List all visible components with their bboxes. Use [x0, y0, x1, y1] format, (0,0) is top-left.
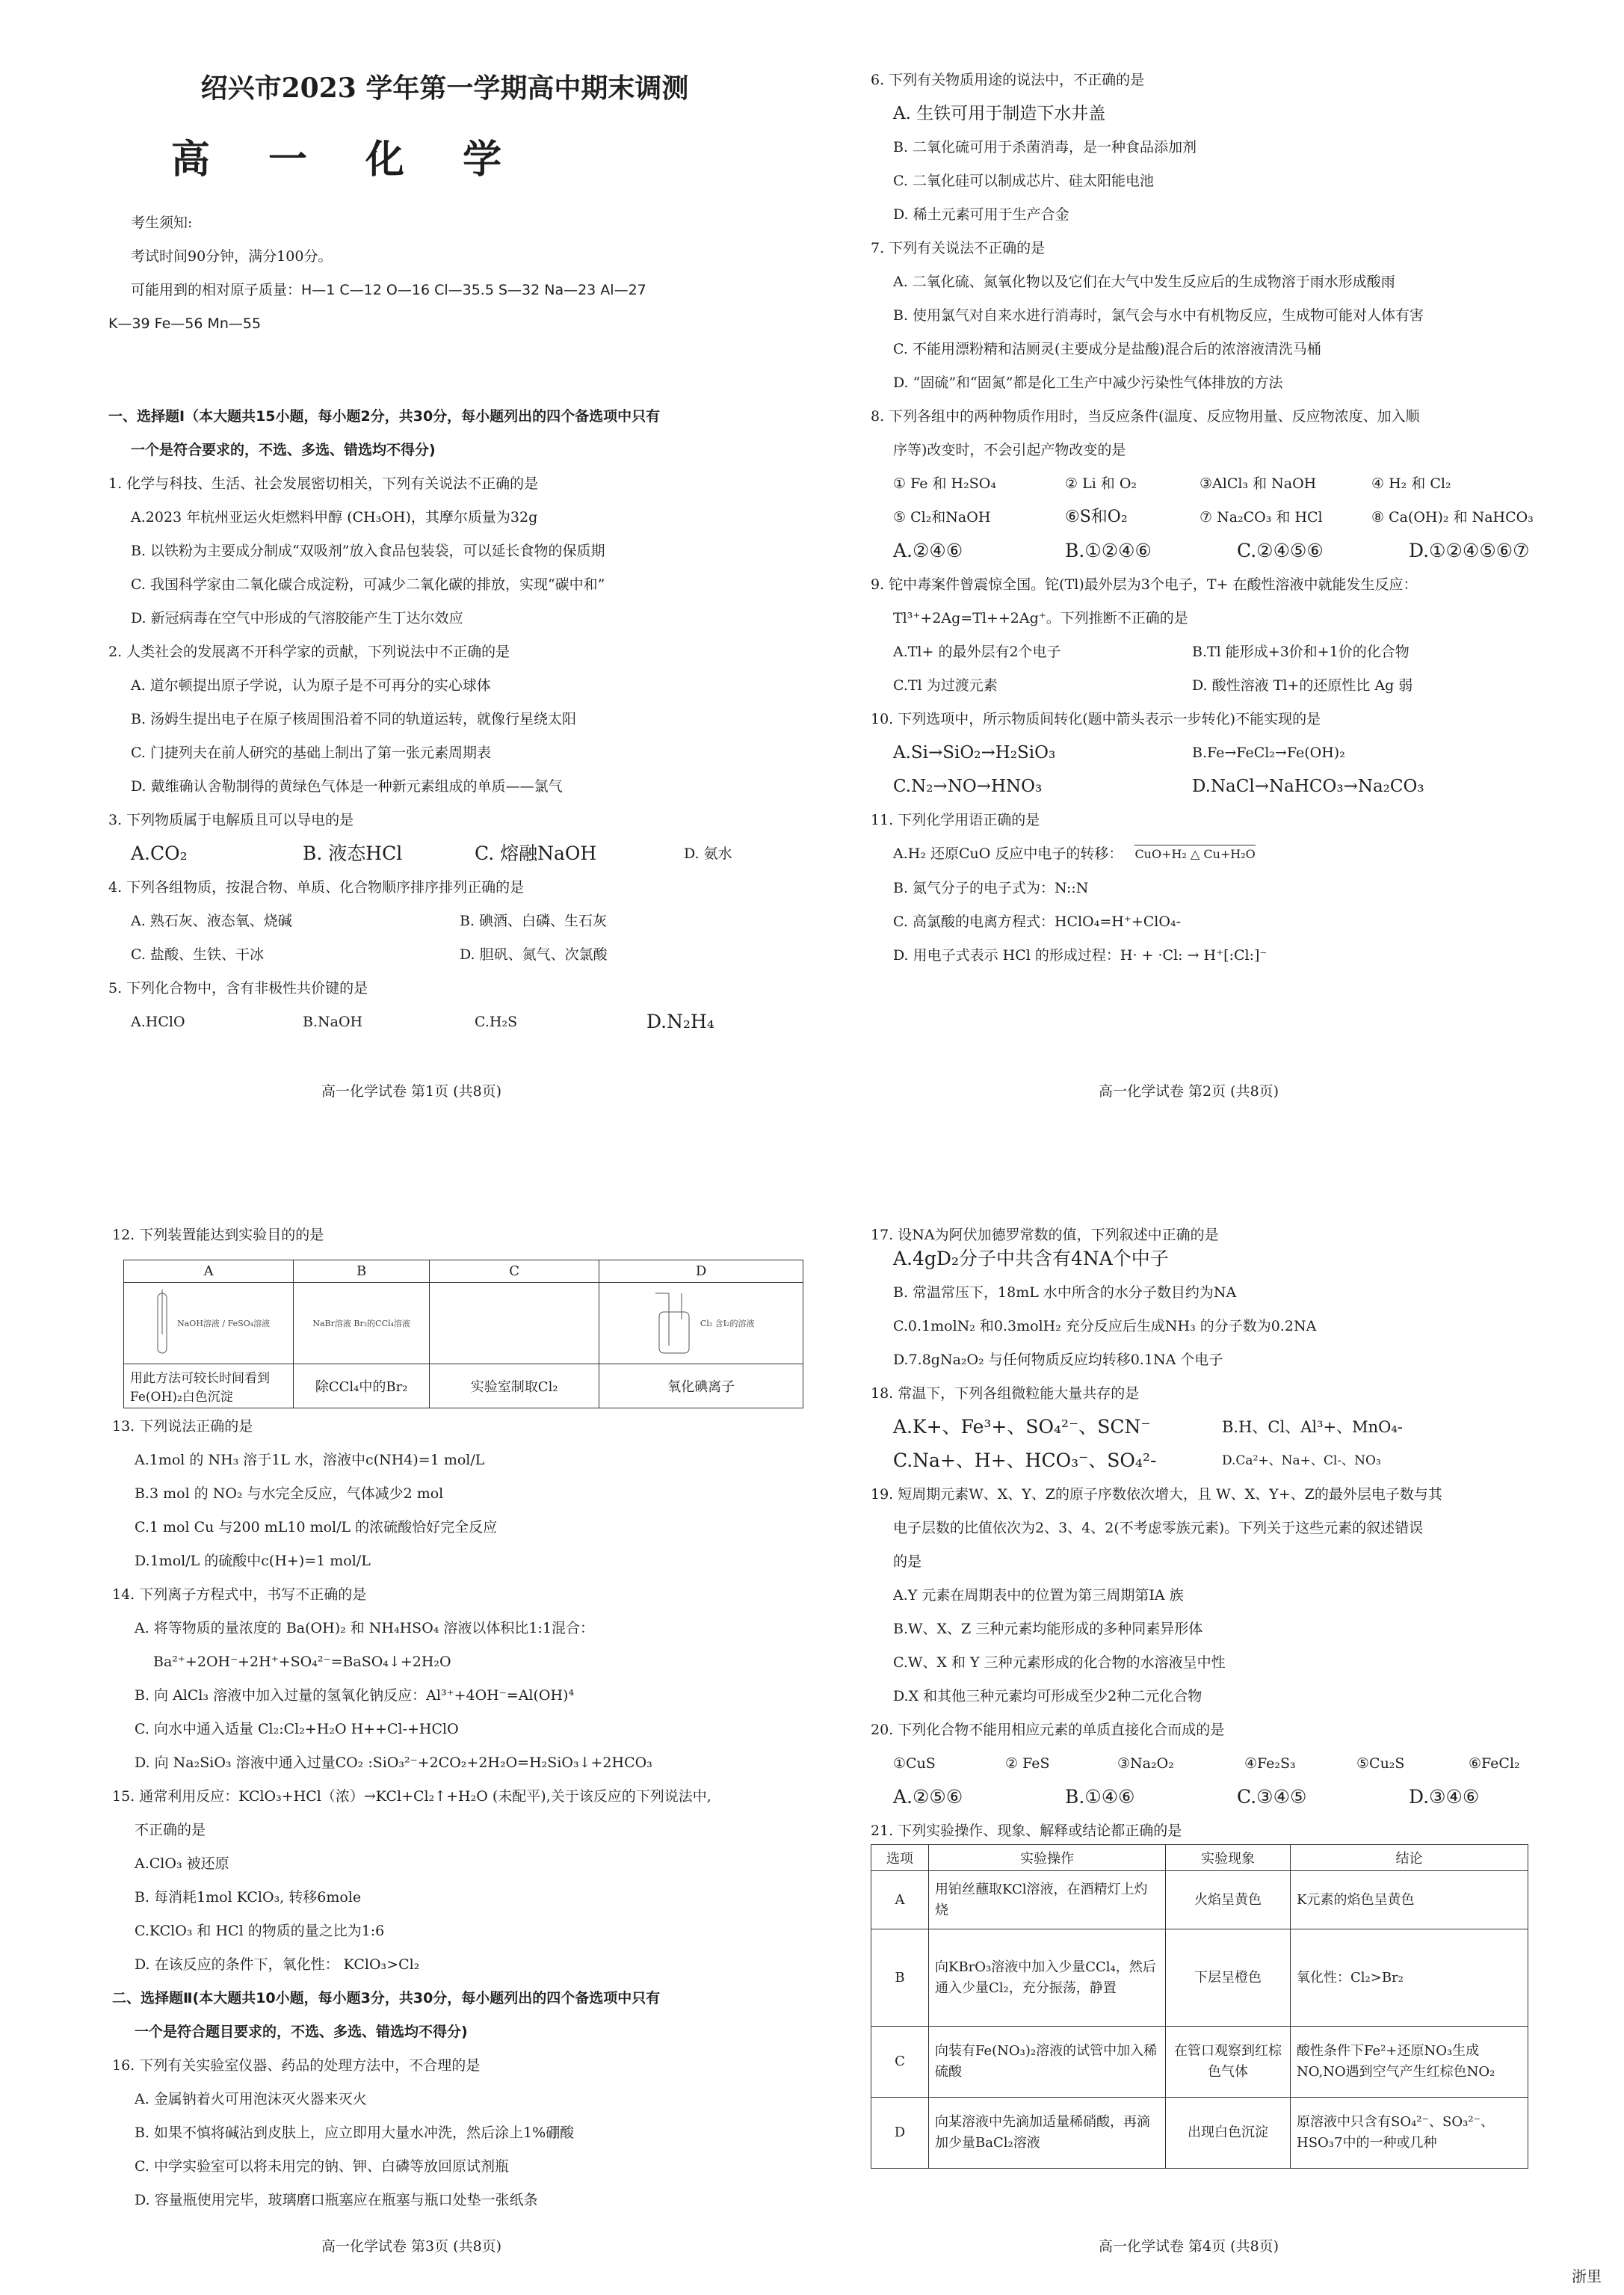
q12-text-row [124, 1364, 803, 1408]
q14-option-a-equation: Ba²⁺+2OH⁻+2H⁺+SO₄²⁻=BaSO₄↓+2H₂O [153, 1654, 451, 1670]
subject-title: 高 一 化 学 [170, 137, 525, 182]
q21-row-a-conclusion: K元素的焰色呈黄色 [1291, 1871, 1528, 1929]
q21-row-c-option: C [871, 2027, 929, 2098]
q9-options-ab [871, 643, 1618, 661]
question-18: 18. 常温下，下列各组微粒能大量共存的是 [871, 1385, 1140, 1402]
q1-option-b: B. 以铁粉为主要成分制成“双吸剂”放入食品包装袋，可以延长食物的保质期 [131, 543, 605, 559]
q8-pair-1: ① Fe 和 H₂SO₄ [893, 475, 996, 492]
q12-header-d: D [599, 1260, 803, 1283]
q16-option-a: A. 金属钠着火可用泡沫灭火器来灭火 [135, 2091, 367, 2107]
q11-option-c: C. 高氯酸的电离方程式：HClO₄=H⁺+ClO₄- [893, 914, 1181, 930]
corner-watermark: 浙里 [1572, 2267, 1602, 2285]
q21-row-d-conclusion: 原溶液中只含有SO₄²⁻、SO₃²⁻、HSO₃7中的一种或几种 [1291, 2098, 1528, 2169]
q9-option-a: A.Tl+ 的最外层有2个电子 [893, 644, 1061, 660]
q8-pair-6: ⑥S和O₂ [1065, 508, 1128, 526]
q12-figure-row [124, 1283, 803, 1364]
question-21: 21. 下列实验操作、现象、解释或结论都正确的是 [871, 1823, 1182, 1839]
q15-option-a: A.ClO₃ 被还原 [135, 1855, 229, 1872]
exam-title: 绍兴市2023 学年第一学期高中期末调测 [200, 73, 689, 104]
q10-options-cd [871, 777, 1618, 795]
table-row [871, 1871, 1528, 1929]
q21-table [871, 1844, 1528, 2169]
q16-option-c: C. 中学实验室可以将未用完的钠、钾、白磷等放回原试剂瓶 [135, 2158, 509, 2175]
q3-option-a: A.CO₂ [131, 842, 188, 864]
q20-compounds [871, 1755, 1618, 1772]
question-2: 2. 人类社会的发展离不开科学家的贡献，下列说法中不正确的是 [108, 644, 510, 660]
q17-option-c: C.0.1molN₂ 和0.3molH₂ 充分反应后生成NH₃ 的分子数为0.2NA [893, 1318, 1317, 1334]
q17-option-b: B. 常温常压下，18mL 水中所含的水分子数目约为NA [893, 1284, 1237, 1301]
q20-compound-5: ⑤Cu₂S [1356, 1755, 1405, 1772]
notice-title: 考生须知: [131, 215, 193, 231]
q21-header-phenomenon: 实验现象 [1166, 1845, 1291, 1871]
q11-electron-transfer-equation: CuO+H₂ △ Cu+H₂O [1134, 845, 1255, 861]
q5-options [108, 1013, 856, 1031]
q12-header-c: C [430, 1260, 599, 1283]
question-19: 19. 短周期元素W、X、Y、Z的原子序数依次增大，且 W、X、Y+、Z的最外层电子数与其 [871, 1486, 1442, 1503]
q21-row-b-conclusion: 氧化性：Cl₂>Br₂ [1291, 1929, 1528, 2027]
q13-option-d: D.1mol/L 的硫酸中c(H+)=1 mol/L [135, 1553, 371, 1569]
q13-option-c: C.1 mol Cu 与200 mL10 mol/L 的浓硫酸恰好完全反应 [135, 1519, 498, 1535]
q8-option-b: B.①②④⑥ [1065, 540, 1152, 561]
q21-row-b-operation: 向KBrO₃溶液中加入少量CCl₄，然后通入少量Cl₂，充分振荡，静置 [929, 1929, 1166, 2027]
q19-option-b: B.W、X、Z 三种元素均能形成的多种同素异形体 [893, 1621, 1203, 1637]
question-3: 3. 下列物质属于电解质且可以导电的是 [108, 812, 354, 828]
table-row [871, 1929, 1528, 2027]
q4-option-c: C. 盐酸、生铁、干冰 [131, 946, 264, 963]
question-19-cont: 电子层数的比值依次为2、3、4、2(不考虑零族元素)。下列关于这些元素的叙述错误 [893, 1520, 1424, 1536]
q18-option-c: C.Na+、H+、HCO₃⁻、SO₄²- [893, 1450, 1157, 1471]
q12-cell-d: 氧化碘离子 [599, 1364, 803, 1408]
q12-figure-c [430, 1283, 599, 1364]
q7-option-d: D. “固硫”和“固氮”都是化工生产中减少污染性气体排放的方法 [893, 375, 1283, 391]
question-19-cont-2: 的是 [893, 1553, 922, 1570]
question-1: 1. 化学与科技、生活、社会发展密切相关，下列有关说法不正确的是 [108, 475, 539, 492]
q11-option-a-line [871, 845, 1618, 863]
q12-figure-a [124, 1283, 294, 1364]
table-row [871, 2098, 1528, 2169]
q18-options-cd [871, 1452, 1618, 1470]
q20-option-b: B.①④⑥ [1065, 1786, 1135, 1808]
q5-option-d: D.N₂H₄ [646, 1011, 714, 1032]
q12-header-b: B [294, 1260, 430, 1283]
q21-header-row [871, 1845, 1528, 1871]
section-1-heading-2: 一个是符合要求的，不选、多选、错选均不得分) [131, 442, 436, 458]
q12-table [123, 1260, 803, 1408]
page-2-footer: 高一化学试卷 第2页 (共8页) [1099, 1083, 1279, 1100]
question-8: 8. 下列各组中的两种物质作用时，当反应条件(温度、反应物用量、反应物浓度、加入顺 [871, 408, 1420, 425]
question-4: 4. 下列各组物质，按混合物、单质、化合物顺序排序排列正确的是 [108, 879, 525, 896]
q2-option-d: D. 戴维确认舍勒制得的黄绿色气体是一种新元素组成的单质——氯气 [131, 778, 563, 795]
question-14: 14. 下列离子方程式中，书写不正确的是 [112, 1586, 367, 1603]
q8-pairs-2 [871, 508, 1618, 526]
separating-apparatus [300, 1286, 423, 1361]
q8-option-c: C.②④⑤⑥ [1237, 540, 1324, 561]
q12-figure-b [294, 1283, 430, 1364]
q20-option-d: D.③④⑥ [1409, 1786, 1480, 1808]
q10-option-c: C.N₂→NO→HNO₃ [893, 777, 1043, 796]
q21-header-conclusion: 结论 [1291, 1845, 1528, 1871]
question-6: 6. 下列有关物质用途的说法中，不正确的是 [871, 72, 1145, 88]
test-tube-icon [147, 1290, 177, 1357]
q14-option-b: B. 向 AlCl₃ 溶液中加入过量的氢氧化钠反应：Al³⁺+4OH⁻=Al(OH)⁴ [135, 1687, 575, 1704]
q6-option-d: D. 稀土元素可用于生产合金 [893, 206, 1069, 223]
q21-row-a-option: A [871, 1871, 929, 1929]
q5-option-b: B.NaOH [303, 1014, 363, 1030]
q20-option-c: C.③④⑤ [1237, 1786, 1307, 1808]
q20-compound-2: ② FeS [1005, 1755, 1050, 1772]
q13-option-a: A.1mol 的 NH₃ 溶于1L 水，溶液中c(NH4)=1 mol/L [135, 1452, 485, 1468]
question-9: 9. 铊中毒案件曾震惊全国。铊(Tl)最外层为3个电子，T+ 在酸性溶液中就能发生反应： [871, 576, 1418, 593]
q2-option-c: C. 门捷列夫在前人研究的基础上制出了第一张元素周期表 [131, 745, 491, 761]
q9-option-d: D. 酸性溶液 Tl+的还原性比 Ag 弱 [1192, 677, 1413, 694]
page-3-footer: 高一化学试卷 第3页 (共8页) [321, 2238, 502, 2255]
q10-option-d: D.NaCl→NaHCO₃→Na₂CO₃ [1192, 777, 1424, 796]
page-4-footer: 高一化学试卷 第4页 (共8页) [1099, 2238, 1279, 2255]
gas-bottle-icon [648, 1290, 700, 1357]
q15-option-d: D. 在该反应的条件下，氧化性： KClO₃>Cl₂ [135, 1956, 420, 1973]
gas-bottle-apparatus [605, 1286, 797, 1361]
q14-option-c: C. 向水中通入适量 Cl₂:Cl₂+H₂O H++Cl-+HClO [135, 1721, 459, 1737]
question-12: 12. 下列装置能达到实验目的的是 [112, 1227, 324, 1243]
q12-cell-c: 实验室制取Cl₂ [430, 1364, 599, 1408]
q6-option-a: A. 生铁可用于制造下水井盖 [893, 104, 1106, 123]
q12-header-row [124, 1260, 803, 1283]
table-row [871, 2027, 1528, 2098]
q12-cell-b: 除CCl₄中的Br₂ [294, 1364, 430, 1408]
q1-option-d: D. 新冠病毒在空气中形成的气溶胶能产生丁达尔效应 [131, 610, 463, 626]
q8-pairs-1 [871, 475, 1618, 493]
q19-option-d: D.X 和其他三种元素均可形成至少2种二元化合物 [893, 1688, 1202, 1704]
q8-option-d: D.①②④⑤⑥⑦ [1409, 540, 1530, 561]
q19-option-c: C.W、X 和 Y 三种元素形成的化合物的水溶液呈中性 [893, 1654, 1226, 1671]
q10-options-ab [871, 744, 1618, 762]
q14-option-d: D. 向 Na₂SiO₃ 溶液中通入过量CO₂ :SiO₃²⁻+2CO₂+2H₂O=H₂SiO₃↓+2HCO₃ [135, 1755, 652, 1771]
q21-row-b-option: B [871, 1929, 929, 2027]
page-1-footer: 高一化学试卷 第1页 (共8页) [321, 1083, 502, 1100]
exam-page-4 [871, 1226, 1618, 2169]
q21-row-b-phenomenon: 下层呈橙色 [1166, 1929, 1291, 2027]
q11-option-b: B. 氮气分子的电子式为：N::N [893, 880, 1089, 896]
q8-pair-4: ④ H₂ 和 Cl₂ [1371, 475, 1451, 492]
q17-option-a: A.4gD₂分子中共含有4NA个中子 [893, 1248, 1169, 1269]
q5-option-a: A.HClO [131, 1014, 185, 1030]
q8-pair-2: ② Li 和 O₂ [1065, 475, 1137, 492]
question-7: 7. 下列有关说法不正确的是 [871, 240, 1046, 256]
section-2-heading: 二、选择题Ⅱ(本大题共10小题，每小题3分，共30分，每小题列出的四个备选项中只有 [112, 1990, 661, 2006]
q10-option-b: B.Fe→FeCl₂→Fe(OH)₂ [1192, 745, 1345, 761]
q4-option-d: D. 胆矾、氮气、次氯酸 [460, 946, 608, 963]
q9-option-b: B.Tl 能形成+3价和+1价的化合物 [1192, 644, 1410, 660]
q8-pair-5: ⑤ Cl₂和NaOH [893, 509, 991, 526]
q14-option-a: A. 将等物质的量浓度的 Ba(OH)₂ 和 NH₄HSO₄ 溶液以体积比1:1混合： [135, 1620, 595, 1636]
q21-row-a-phenomenon: 火焰呈黄色 [1166, 1871, 1291, 1929]
q4-options-cd [108, 946, 856, 964]
q19-option-a: A.Y 元素在周期表中的位置为第三周期第IA 族 [893, 1587, 1184, 1604]
q3-option-d: D. 氨水 [684, 845, 732, 862]
q3-option-c: C. 熔融NaOH [475, 842, 597, 864]
q6-option-b: B. 二氧化硫可用于杀菌消毒，是一种食品添加剂 [893, 139, 1197, 155]
q20-option-a: A.②⑤⑥ [893, 1786, 963, 1808]
q8-pair-7: ⑦ Na₂CO₃ 和 HCl [1200, 509, 1323, 526]
atomic-mass-line-2: K—39 Fe—56 Mn—55 [108, 315, 262, 332]
q11-option-d: D. 用电子式表示 HCl 的形成过程：H· + ·Cl: → H⁺[:Cl:]⁻ [893, 947, 1268, 964]
q12-figure-d [599, 1283, 803, 1364]
question-17: 17. 设NA为阿伏加德罗常数的值，下列叙述中正确的是 [871, 1227, 1219, 1243]
q20-options [871, 1788, 1618, 1806]
question-10: 10. 下列选项中，所示物质间转化(题中箭头表示一步转化)不能实现的是 [871, 711, 1321, 727]
atomic-mass-line: 可能用到的相对原子质量：H—1 C—12 O—16 Cl—35.5 S—32 Na—23 Al—27 [131, 282, 646, 298]
q18-option-d: D.Ca²+、Na+、Cl-、NO₃ [1222, 1453, 1381, 1468]
q21-header-operation: 实验操作 [929, 1845, 1166, 1871]
q12-figure-b-label: NaBr溶液 Br₂的CCl₄溶液 [312, 1319, 410, 1328]
exam-page-3 [112, 1226, 859, 2225]
q9-option-c: C.Tl 为过渡元素 [893, 677, 998, 694]
q12-figure-a-label: NaOH溶液 / FeSO₄溶液 [177, 1319, 271, 1328]
q15-option-b: B. 每消耗1mol KClO₃, 转移6mole [135, 1889, 362, 1906]
q12-cell-a: 用此方法可较长时间看到Fe(OH)₂白色沉淀 [124, 1364, 294, 1408]
q21-row-d-operation: 向某溶液中先滴加适量稀硝酸，再滴加少量BaCl₂溶液 [929, 2098, 1166, 2169]
section-1-heading: 一、选择题Ⅰ（本大题共15小题，每小题2分，共30分，每小题列出的四个备选项中只有 [108, 408, 661, 425]
q15-option-c: C.KClO₃ 和 HCl 的物质的量之比为1:6 [135, 1923, 385, 1939]
section-2-heading-2: 一个是符合题目要求的，不选、多选、错选均不得分) [135, 2024, 468, 2040]
question-8-cont: 序等)改变时，不会引起产物改变的是 [893, 442, 1126, 458]
q2-option-a: A. 道尔顿提出原子学说，认为原子是不可再分的实心球体 [131, 677, 491, 694]
q18-options-ab [871, 1418, 1618, 1436]
q12-header-a: A [124, 1260, 294, 1283]
empty-figure [436, 1286, 593, 1361]
q5-option-c: C.H₂S [475, 1014, 518, 1030]
q3-option-b: B. 液态HCl [303, 842, 403, 864]
q11-option-a: A.H₂ 还原CuO 反应中电子的转移： [893, 845, 1123, 862]
test-tube-apparatus [130, 1286, 287, 1361]
question-13: 13. 下列说法正确的是 [112, 1418, 253, 1435]
q12-figure-d-label: Cl₂ 含I₂的溶液 [700, 1319, 755, 1328]
q20-compound-4: ④Fe₂S₃ [1244, 1755, 1296, 1772]
q16-option-b: B. 如果不慎将碱沾到皮肤上，应立即用大量水冲洗，然后涂上1%硼酸 [135, 2125, 575, 2141]
q7-option-a: A. 二氧化硫、氮氧化物以及它们在大气中发生反应后的生成物溶于雨水形成酸雨 [893, 274, 1395, 290]
q21-row-c-phenomenon: 在管口观察到红棕色气体 [1166, 2027, 1291, 2098]
q4-option-a: A. 熟石灰、液态氧、烧碱 [131, 913, 292, 929]
q3-options [108, 842, 856, 864]
q7-option-c: C. 不能用漂粉精和洁厕灵(主要成分是盐酸)混合后的浓溶液清洗马桶 [893, 341, 1321, 357]
q21-row-c-operation: 向装有Fe(NO₃)₂溶液的试管中加入稀硫酸 [929, 2027, 1166, 2098]
q18-option-a: A.K+、Fe³+、SO₄²⁻、SCN⁻ [893, 1416, 1151, 1438]
q21-header-option: 选项 [871, 1845, 929, 1871]
exam-page-1 [108, 67, 856, 1047]
q20-compound-3: ③Na₂O₂ [1117, 1755, 1174, 1772]
question-16: 16. 下列有关实验室仪器、药品的处理方法中，不合理的是 [112, 2057, 481, 2074]
q4-option-b: B. 碘酒、白磷、生石灰 [460, 913, 608, 929]
q6-option-c: C. 二氧化硅可以制成芯片、硅太阳能电池 [893, 173, 1154, 189]
q17-option-d: D.7.8gNa₂O₂ 与任何物质反应均转移0.1NA 个电子 [893, 1352, 1223, 1368]
q13-option-b: B.3 mol 的 NO₂ 与水完全反应，气体减少2 mol [135, 1485, 444, 1502]
q18-option-b: B.H、Cl、Al³+、MnO₄- [1222, 1418, 1403, 1436]
q20-compound-6: ⑥FeCl₂ [1469, 1755, 1520, 1772]
q8-options [871, 542, 1618, 560]
question-9-cont: Tl³⁺+2Ag=Tl++2Ag⁺。下列推断不正确的是 [893, 610, 1188, 626]
q1-option-c: C. 我国科学家由二氧化碳合成淀粉，可减少二氧化碳的排放，实现“碳中和” [131, 576, 605, 593]
question-15-cont: 不正确的是 [135, 1822, 206, 1838]
notice-time: 考试时间90分钟，满分100分。 [131, 248, 333, 265]
q9-options-cd [871, 677, 1618, 694]
q8-pair-8: ⑧ Ca(OH)₂ 和 NaHCO₃ [1371, 509, 1534, 526]
q16-option-d: D. 容量瓶使用完毕，玻璃磨口瓶塞应在瓶塞与瓶口处垫一张纸条 [135, 2192, 538, 2208]
q10-option-a: A.Si→SiO₂→H₂SiO₃ [893, 743, 1056, 763]
q21-row-d-phenomenon: 出现白色沉淀 [1166, 2098, 1291, 2169]
question-20: 20. 下列化合物不能用相应元素的单质直接化合而成的是 [871, 1722, 1225, 1738]
q21-row-c-conclusion: 酸性条件下Fe²+还原NO₃生成NO,NO遇到空气产生红棕色NO₂ [1291, 2027, 1528, 2098]
q2-option-b: B. 汤姆生提出电子在原子核周围沿着不同的轨道运转，就像行星绕太阳 [131, 711, 577, 727]
q21-row-d-option: D [871, 2098, 929, 2169]
question-5: 5. 下列化合物中，含有非极性共价键的是 [108, 980, 368, 996]
exam-page-2 [871, 71, 1618, 980]
q4-options-ab [108, 912, 856, 930]
q1-option-a: A.2023 年杭州亚运火炬燃料甲醇 (CH₃OH)，其摩尔质量为32g [131, 509, 538, 526]
q8-option-a: A.②④⑥ [893, 540, 963, 561]
q20-compound-1: ①CuS [893, 1755, 936, 1772]
question-11: 11. 下列化学用语正确的是 [871, 812, 1040, 828]
q21-row-a-operation: 用铂丝蘸取KCl溶液，在酒精灯上灼烧 [929, 1871, 1166, 1929]
q8-pair-3: ③AlCl₃ 和 NaOH [1200, 475, 1317, 492]
question-15: 15. 通常利用反应：KClO₃+HCl（浓）→KCl+Cl₂↑+H₂O (未配平),关于该反应的下列说法中, [112, 1788, 711, 1805]
q7-option-b: B. 使用氯气对自来水进行消毒时，氯气会与水中有机物反应，生成物可能对人体有害 [893, 307, 1424, 324]
